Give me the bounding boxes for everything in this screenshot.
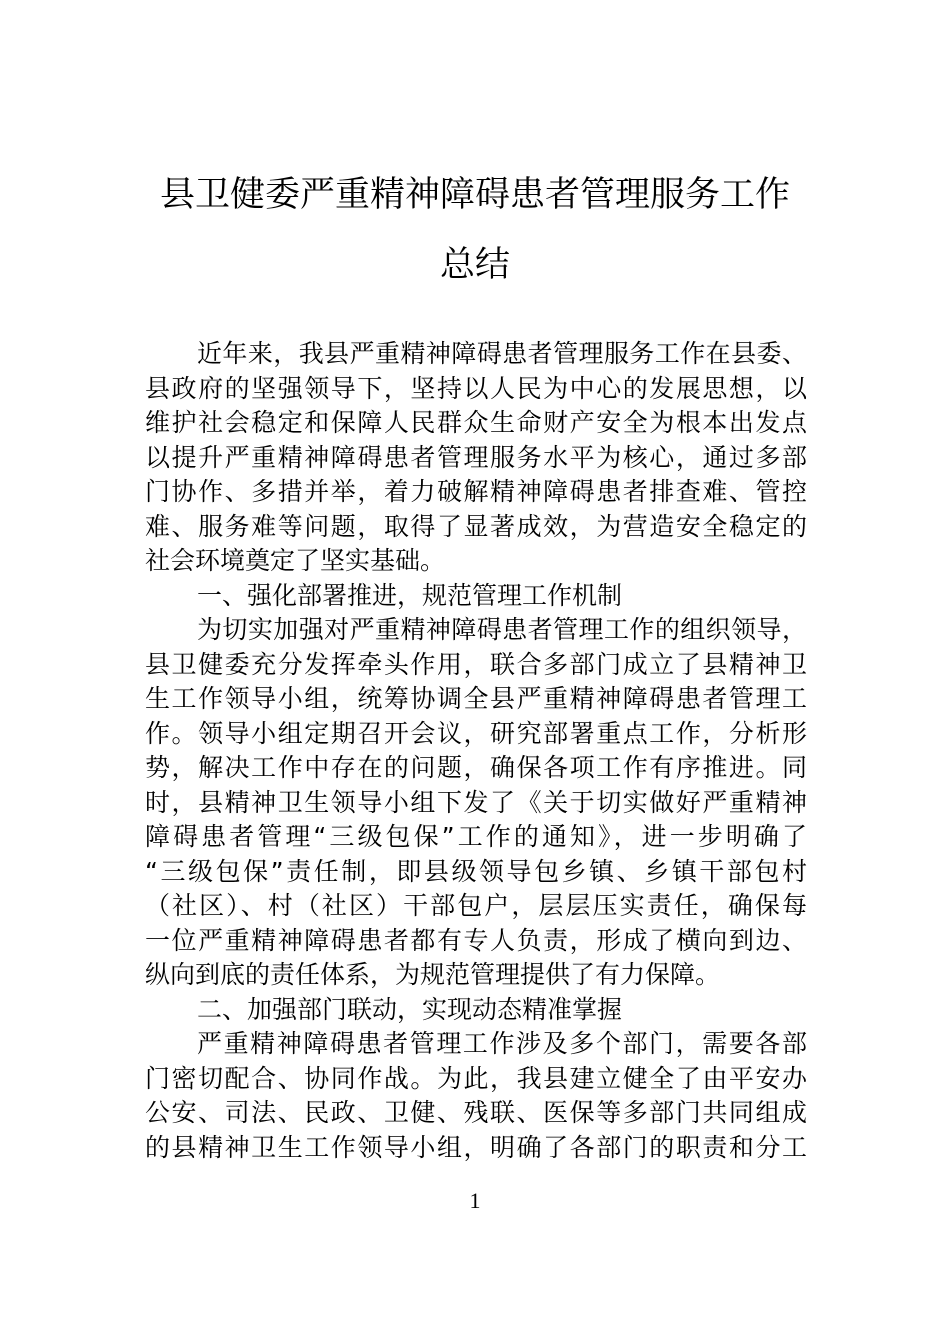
text-line: 社会环境奠定了坚实基础。 [145, 546, 446, 575]
text-line: 纵向到底的责任体系，为规范管理提供了有力保障。 [145, 960, 721, 989]
text-line: 为切实加强对严重精神障碍患者管理工作的组织领导， [197, 615, 807, 644]
text-line: 障碍患者管理“三级包保”工作的通知》，进一步明确了 [145, 822, 807, 851]
text-line: 县政府的坚强领导下，坚持以人民为中心的发展思想，以 [145, 373, 807, 403]
text-line: 时，县精神卫生领导小组下发了《关于切实做好严重精神 [145, 787, 807, 817]
text-line: 一、强化部署推进，规范管理工作机制 [197, 580, 623, 610]
text-line: 以提升严重精神障碍患者管理服务水平为核心，通过多部 [145, 442, 807, 472]
text-line: 严重精神障碍患者管理工作涉及多个部门，需要各部 [197, 1029, 807, 1058]
text-line: 近年来，我县严重精神障碍患者管理服务工作在县委、 [197, 339, 807, 368]
text-line: （社区）、村（社区）干部包户，层层压实责任，确保每 [145, 891, 807, 920]
page-number: 1 [469, 1188, 481, 1213]
text-line: 二、加强部门联动，实现动态精准掌握 [197, 994, 623, 1024]
text-line: 门协作、多措并举，着力破解精神障碍患者排查难、管控 [145, 477, 807, 506]
text-line: “三级包保”责任制，即县级领导包乡镇、乡镇干部包村 [145, 856, 807, 886]
document-body [145, 337, 807, 1165]
text-line: 县卫健委充分发挥牵头作用，联合多部门成立了县精神卫 [145, 649, 807, 679]
document-title-line-2: 总结 [439, 245, 510, 285]
text-line: 维护社会稳定和保障人民群众生命财产安全为根本出发点 [145, 408, 807, 437]
text-line: 的县精神卫生工作领导小组，明确了各部门的职责和分工 [145, 1132, 807, 1162]
text-line: 生工作领导小组，统筹协调全县严重精神障碍患者管理工 [145, 684, 807, 713]
text-line: 作。领导小组定期召开会议，研究部署重点工作，分析形 [145, 718, 807, 748]
text-line: 门密切配合、协同作战。为此，我县建立健全了由平安办 [145, 1063, 807, 1093]
text-line: 势，解决工作中存在的问题，确保各项工作有序推进。同 [145, 753, 807, 782]
text-line: 一位严重精神障碍患者都有专人负责，形成了横向到边、 [145, 925, 807, 955]
text-line: 难、服务难等问题，取得了显著成效，为营造安全稳定的 [145, 511, 807, 541]
document-title-line-1: 县卫健委严重精神障碍患者管理服务工作 [159, 175, 790, 215]
text-line: 公安、司法、民政、卫健、残联、医保等多部门共同组成 [145, 1098, 807, 1127]
